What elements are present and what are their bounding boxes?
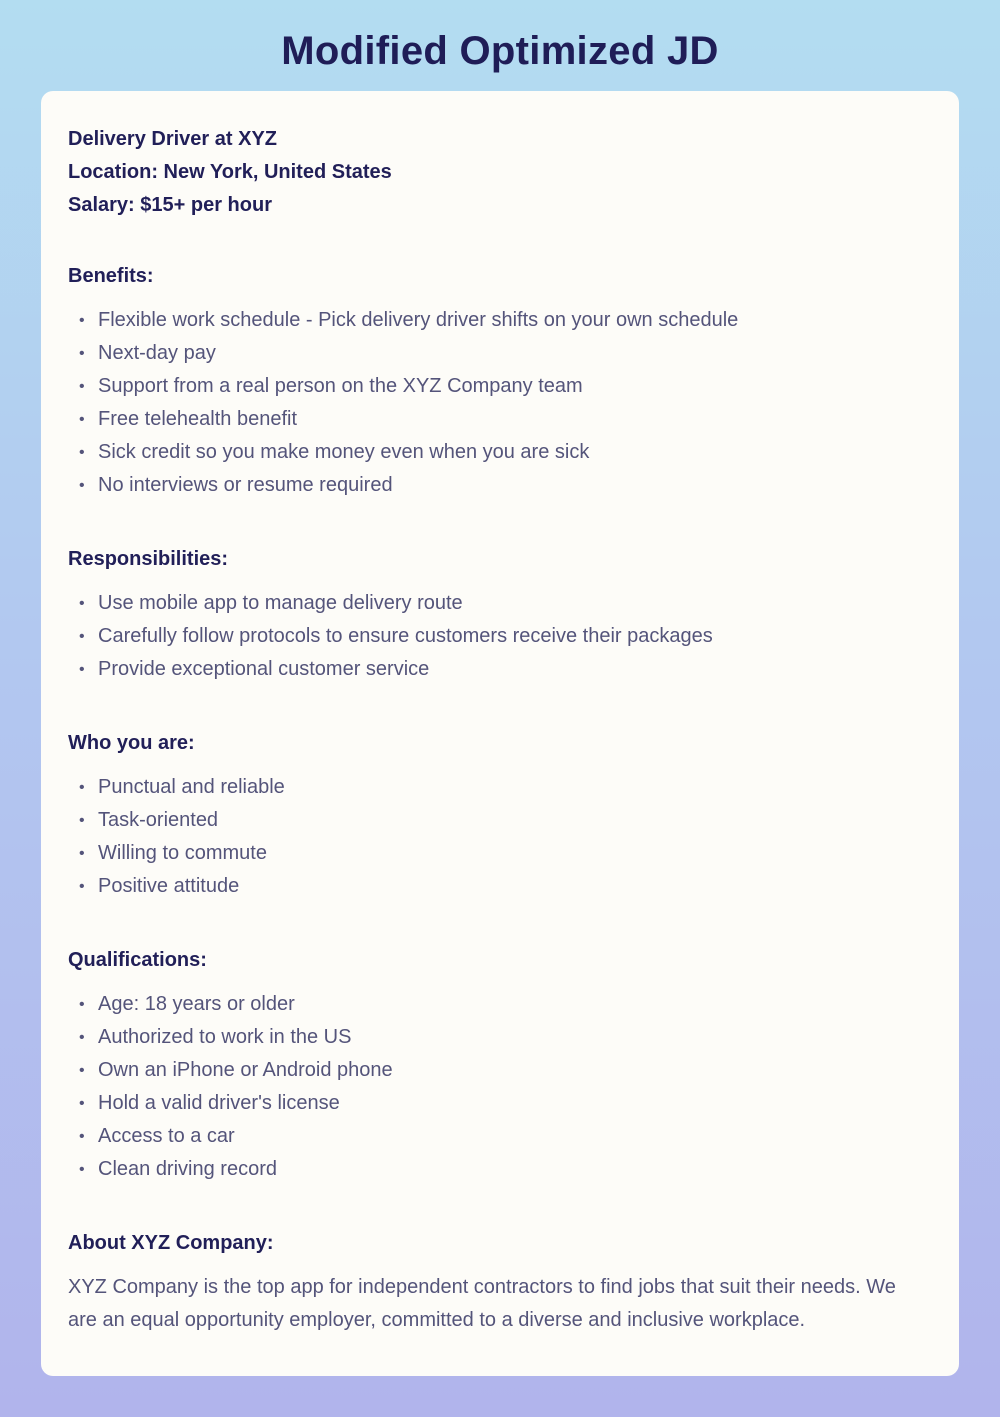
- qualifications-list: [68, 988, 932, 1186]
- list-item: • Hold a valid driver's license: [68, 1087, 932, 1120]
- bullet-icon: •: [79, 1095, 85, 1112]
- bullet-icon: •: [79, 661, 85, 678]
- bullet-icon: •: [79, 378, 85, 395]
- bullet-icon: •: [79, 444, 85, 461]
- list-item: • Free telehealth benefit: [68, 403, 932, 436]
- bullet-icon: •: [79, 345, 85, 362]
- job-location: Location: New York, United States: [68, 161, 392, 183]
- who-you-are-list: [68, 771, 932, 903]
- list-item: • Access to a car: [68, 1120, 932, 1153]
- list-item: • Use mobile app to manage delivery route: [68, 587, 932, 620]
- job-description-card: [41, 91, 959, 1376]
- bullet-icon: •: [79, 878, 85, 895]
- about-text: XYZ Company is the top app for independent contractors to find jobs that suit their needs. We are an equal opportunity employer, committed to a diverse and inclusive workplace.: [68, 1276, 896, 1331]
- list-item: • Willing to commute: [68, 837, 932, 870]
- bullet-icon: •: [79, 996, 85, 1013]
- bullet-icon: •: [79, 628, 85, 645]
- qualifications-section: [68, 946, 932, 1186]
- bullet-icon: •: [79, 1029, 85, 1046]
- list-item: • Authorized to work in the US: [68, 1021, 932, 1054]
- responsibilities-list: [68, 587, 932, 686]
- benefits-section: [68, 262, 932, 502]
- list-item: • Provide exceptional customer service: [68, 653, 932, 686]
- list-item: • Next-day pay: [68, 337, 932, 370]
- job-salary: Salary: $15+ per hour: [68, 194, 272, 216]
- list-item: • Own an iPhone or Android phone: [68, 1054, 932, 1087]
- bullet-icon: •: [79, 779, 85, 796]
- list-item: • Punctual and reliable: [68, 771, 932, 804]
- about-section: [68, 1229, 932, 1337]
- bullet-icon: •: [79, 312, 85, 329]
- bullet-icon: •: [79, 477, 85, 494]
- bullet-icon: •: [79, 812, 85, 829]
- job-title: Delivery Driver at XYZ: [68, 128, 277, 150]
- list-item: • Support from a real person on the XYZ Company team: [68, 370, 932, 403]
- list-item: • Clean driving record: [68, 1153, 932, 1186]
- responsibilities-heading: Responsibilities:: [68, 548, 229, 570]
- about-heading: About XYZ Company:: [68, 1232, 274, 1254]
- bullet-icon: •: [79, 1161, 85, 1178]
- who-you-are-heading: Who you are:: [68, 732, 195, 754]
- list-item: • No interviews or resume required: [68, 469, 932, 502]
- bullet-icon: •: [79, 595, 85, 612]
- responsibilities-section: [68, 545, 932, 686]
- list-item: • Task-oriented: [68, 804, 932, 837]
- bullet-icon: •: [79, 1128, 85, 1145]
- benefits-list: [68, 304, 932, 502]
- qualifications-heading: Qualifications:: [68, 949, 207, 971]
- list-item: • Carefully follow protocols to ensure customers receive their packages: [68, 620, 932, 653]
- list-item: • Flexible work schedule - Pick delivery driver shifts on your own schedule: [68, 304, 932, 337]
- list-item: • Positive attitude: [68, 870, 932, 903]
- bullet-icon: •: [79, 1062, 85, 1079]
- bullet-icon: •: [79, 411, 85, 428]
- list-item: • Age: 18 years or older: [68, 988, 932, 1021]
- who-you-are-section: [68, 729, 932, 903]
- benefits-heading: Benefits:: [68, 265, 154, 287]
- bullet-icon: •: [79, 845, 85, 862]
- page-title: Modified Optimized JD: [281, 29, 719, 73]
- list-item: • Sick credit so you make money even when you are sick: [68, 436, 932, 469]
